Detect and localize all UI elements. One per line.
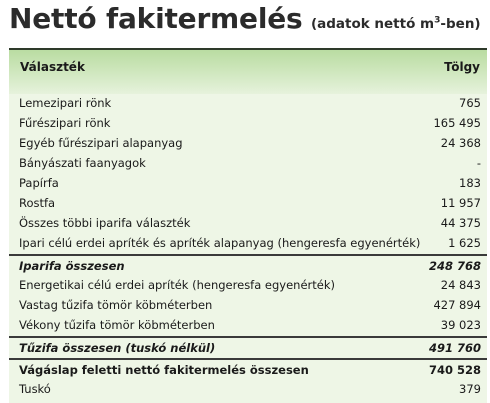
subtitle-suffix: -ben) <box>440 16 481 32</box>
row-value: 491 760 <box>428 341 481 355</box>
table-row <box>9 213 487 233</box>
row-label: Rostfa <box>19 196 56 210</box>
row-label: Összes többi iparifa választék <box>19 216 191 230</box>
row-label: Vágáslap feletti nettó fakitermelés összesen <box>19 363 309 377</box>
title-subtitle <box>311 16 481 32</box>
row-label: Energetikai célú erdei apríték (hengeresfa egyenérték) <box>19 278 336 292</box>
row-value: - <box>476 156 481 170</box>
row-label: Tűzifa összesen (tuskó nélkül) <box>19 341 216 355</box>
table-row <box>9 315 487 335</box>
row-value: 183 <box>459 176 481 190</box>
title-main: Nettó fakitermelés <box>9 2 303 35</box>
row-label: Lemezipari rönk <box>19 96 112 110</box>
row-label: Ipari célú erdei apríték és apríték alapanyag (hengeresfa egyenérték) <box>19 236 421 250</box>
subtitle-superscript: 3 <box>434 15 441 26</box>
row-value: 165 495 <box>433 116 481 130</box>
header-tolgy: Tölgy <box>444 60 480 74</box>
table-row-subtotal <box>9 336 487 358</box>
table-row <box>9 193 487 213</box>
row-label: Egyéb fűrészipari alapanyag <box>19 136 183 150</box>
data-table <box>9 48 487 403</box>
table-row <box>9 233 487 253</box>
row-label: Papírfa <box>19 176 59 190</box>
row-label: Vékony tűzifa tömör köbméterben <box>19 318 215 332</box>
table-row <box>9 295 487 315</box>
row-value: 248 768 <box>428 259 481 273</box>
page-title <box>9 2 481 44</box>
table-row <box>9 113 487 133</box>
table-row <box>9 379 487 399</box>
row-value: 24 368 <box>440 136 481 150</box>
row-value: 24 843 <box>440 278 481 292</box>
row-value: 765 <box>459 96 481 110</box>
table-row <box>9 275 487 295</box>
table-row-total <box>9 358 487 380</box>
row-label: Tuskó <box>19 382 51 396</box>
row-label: Iparifa összesen <box>19 259 125 273</box>
table-row <box>9 153 487 173</box>
table-row <box>9 93 487 113</box>
header-valasztek: Választék <box>20 60 85 74</box>
row-value: 11 957 <box>440 196 481 210</box>
row-label: Fűrészipari rönk <box>19 116 111 130</box>
table-row <box>9 173 487 193</box>
row-value: 44 375 <box>440 216 481 230</box>
row-value: 379 <box>459 382 481 396</box>
table-row-subtotal <box>9 254 487 276</box>
table-row <box>9 133 487 153</box>
table-header <box>9 48 487 94</box>
row-value: 427 894 <box>433 298 481 312</box>
subtitle-prefix: (adatok nettó m <box>310 16 435 32</box>
row-value: 740 528 <box>428 363 481 377</box>
row-value: 1 625 <box>448 236 481 250</box>
row-label: Bányászati faanyagok <box>19 156 146 170</box>
row-value: 39 023 <box>440 318 481 332</box>
row-label: Vastag tűzifa tömör köbméterben <box>19 298 213 312</box>
